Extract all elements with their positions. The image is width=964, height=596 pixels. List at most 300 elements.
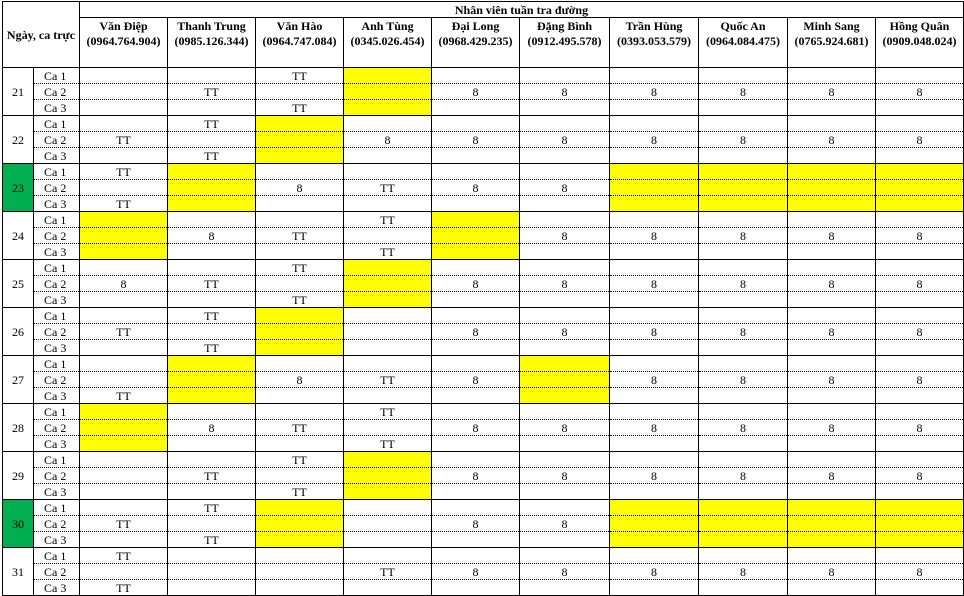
- duty-cell: [344, 84, 432, 100]
- roster-row: [3, 452, 964, 468]
- duty-cell: [610, 100, 699, 116]
- duty-cell: 8: [788, 564, 876, 580]
- duty-cell: 8: [520, 132, 610, 148]
- duty-cell: [80, 484, 168, 500]
- duty-cell: 8: [788, 276, 876, 292]
- roster-row: [3, 404, 964, 420]
- day-number: 27: [3, 356, 34, 404]
- table-title: Nhân viên tuần tra đường: [80, 2, 964, 18]
- duty-cell: [699, 196, 788, 212]
- duty-cell: [520, 148, 610, 164]
- duty-cell: 8: [610, 564, 699, 580]
- duty-cell: [876, 116, 964, 132]
- shift-label: Ca 2: [34, 564, 80, 580]
- duty-cell: 8: [520, 180, 610, 196]
- duty-cell: TT: [168, 276, 256, 292]
- staff-name: Minh Sang: [803, 19, 860, 33]
- roster-row: [3, 180, 964, 196]
- duty-cell: [432, 580, 520, 596]
- duty-cell: [168, 100, 256, 116]
- duty-cell: [432, 548, 520, 564]
- shift-label: Ca 1: [34, 212, 80, 228]
- duty-cell: [80, 308, 168, 324]
- shift-label: Ca 1: [34, 404, 80, 420]
- duty-cell: [80, 420, 168, 436]
- shift-label: Ca 1: [34, 116, 80, 132]
- duty-cell: TT: [344, 564, 432, 580]
- duty-cell: TT: [80, 164, 168, 180]
- duty-cell: TT: [344, 244, 432, 260]
- duty-cell: [610, 452, 699, 468]
- duty-cell: 8: [876, 372, 964, 388]
- duty-cell: 8: [256, 372, 344, 388]
- duty-cell: TT: [256, 228, 344, 244]
- shift-label: Ca 3: [34, 436, 80, 452]
- duty-cell: [788, 260, 876, 276]
- roster-row: [3, 340, 964, 356]
- duty-cell: [80, 260, 168, 276]
- duty-cell: 8: [520, 276, 610, 292]
- duty-cell: [432, 116, 520, 132]
- duty-cell: [699, 180, 788, 196]
- duty-cell: TT: [344, 372, 432, 388]
- duty-cell: [80, 180, 168, 196]
- staff-name: Văn Điệp: [99, 19, 148, 33]
- shift-label: Ca 2: [34, 180, 80, 196]
- duty-cell: [610, 260, 699, 276]
- duty-cell: [344, 292, 432, 308]
- duty-cell: TT: [168, 500, 256, 516]
- duty-cell: TT: [256, 420, 344, 436]
- duty-cell: [788, 180, 876, 196]
- shift-label: Ca 2: [34, 468, 80, 484]
- duty-cell: [344, 260, 432, 276]
- roster-row: [3, 356, 964, 372]
- duty-cell: [256, 356, 344, 372]
- duty-cell: [610, 308, 699, 324]
- day-number: 26: [3, 308, 34, 356]
- duty-cell: [520, 212, 610, 228]
- duty-cell: [168, 260, 256, 276]
- duty-cell: [520, 388, 610, 404]
- shift-label: Ca 3: [34, 388, 80, 404]
- staff-phone: (0964.747.084): [262, 34, 337, 48]
- duty-cell: [168, 68, 256, 84]
- duty-cell: [432, 148, 520, 164]
- duty-cell: [432, 244, 520, 260]
- duty-cell: [788, 340, 876, 356]
- duty-cell: [432, 532, 520, 548]
- duty-cell: [520, 404, 610, 420]
- duty-cell: [699, 116, 788, 132]
- duty-cell: 8: [788, 372, 876, 388]
- duty-cell: [520, 340, 610, 356]
- duty-cell: 8: [520, 468, 610, 484]
- duty-cell: [256, 500, 344, 516]
- day-number: 31: [3, 548, 34, 596]
- roster-row: [3, 212, 964, 228]
- day-number: 29: [3, 452, 34, 500]
- day-number: 30: [3, 500, 34, 548]
- duty-cell: 8: [610, 420, 699, 436]
- duty-cell: [610, 356, 699, 372]
- duty-cell: [432, 452, 520, 468]
- duty-cell: [520, 500, 610, 516]
- duty-cell: [788, 308, 876, 324]
- duty-cell: TT: [80, 324, 168, 340]
- duty-cell: [344, 228, 432, 244]
- duty-cell: TT: [168, 532, 256, 548]
- duty-cell: [256, 404, 344, 420]
- duty-cell: [699, 100, 788, 116]
- duty-cell: TT: [344, 404, 432, 420]
- shift-label: Ca 2: [34, 84, 80, 100]
- duty-cell: 8: [876, 564, 964, 580]
- duty-cell: 8: [432, 132, 520, 148]
- duty-cell: 8: [610, 228, 699, 244]
- duty-cell: [699, 484, 788, 500]
- duty-cell: [520, 548, 610, 564]
- duty-cell: [520, 244, 610, 260]
- duty-cell: [520, 580, 610, 596]
- duty-cell: TT: [168, 84, 256, 100]
- duty-cell: 8: [876, 84, 964, 100]
- duty-cell: [699, 148, 788, 164]
- duty-cell: 8: [699, 132, 788, 148]
- duty-cell: TT: [80, 388, 168, 404]
- shift-label: Ca 1: [34, 500, 80, 516]
- duty-cell: [699, 532, 788, 548]
- roster-row: [3, 500, 964, 516]
- duty-cell: [256, 468, 344, 484]
- duty-cell: [256, 388, 344, 404]
- duty-cell: [699, 356, 788, 372]
- duty-cell: [344, 516, 432, 532]
- roster-row: [3, 292, 964, 308]
- duty-cell: [876, 260, 964, 276]
- duty-cell: [788, 100, 876, 116]
- roster-row: [3, 468, 964, 484]
- shift-label: Ca 2: [34, 276, 80, 292]
- roster-row: [3, 564, 964, 580]
- duty-cell: [344, 500, 432, 516]
- duty-cell: [610, 68, 699, 84]
- duty-cell: [610, 164, 699, 180]
- duty-cell: TT: [168, 468, 256, 484]
- duty-cell: [788, 388, 876, 404]
- duty-cell: 8: [610, 84, 699, 100]
- staff-phone: (0968.429.235): [438, 34, 513, 48]
- duty-cell: [168, 452, 256, 468]
- duty-cell: [788, 436, 876, 452]
- duty-cell: 8: [788, 420, 876, 436]
- duty-cell: 8: [876, 468, 964, 484]
- staff-header: [432, 18, 520, 68]
- shift-label: Ca 3: [34, 484, 80, 500]
- duty-cell: 8: [432, 564, 520, 580]
- duty-cell: [256, 580, 344, 596]
- duty-cell: [168, 244, 256, 260]
- duty-cell: [520, 308, 610, 324]
- duty-cell: [432, 100, 520, 116]
- duty-cell: [344, 356, 432, 372]
- duty-cell: 8: [876, 228, 964, 244]
- shift-label: Ca 1: [34, 308, 80, 324]
- duty-cell: [80, 228, 168, 244]
- duty-cell: [788, 196, 876, 212]
- day-number: 22: [3, 116, 34, 164]
- duty-cell: [168, 516, 256, 532]
- duty-cell: [788, 500, 876, 516]
- duty-cell: [168, 404, 256, 420]
- shift-label: Ca 3: [34, 244, 80, 260]
- duty-cell: [432, 340, 520, 356]
- duty-cell: [432, 164, 520, 180]
- duty-cell: [610, 484, 699, 500]
- duty-cell: [876, 164, 964, 180]
- duty-cell: [256, 148, 344, 164]
- duty-cell: [432, 436, 520, 452]
- roster-row: [3, 308, 964, 324]
- duty-cell: [788, 404, 876, 420]
- duty-cell: TT: [168, 116, 256, 132]
- duty-cell: 8: [432, 420, 520, 436]
- duty-cell: [344, 148, 432, 164]
- staff-header: [610, 18, 699, 68]
- staff-header: [344, 18, 432, 68]
- duty-cell: 8: [610, 324, 699, 340]
- duty-cell: [168, 292, 256, 308]
- staff-name: Trần Hùng: [625, 19, 683, 33]
- shift-label: Ca 1: [34, 452, 80, 468]
- duty-cell: [344, 68, 432, 84]
- duty-cell: [168, 580, 256, 596]
- duty-cell: TT: [256, 260, 344, 276]
- roster-row: [3, 244, 964, 260]
- duty-cell: [168, 372, 256, 388]
- duty-cell: [256, 116, 344, 132]
- duty-cell: [344, 452, 432, 468]
- duty-cell: [699, 292, 788, 308]
- staff-header: [256, 18, 344, 68]
- duty-cell: [80, 100, 168, 116]
- duty-cell: [80, 84, 168, 100]
- duty-cell: [80, 404, 168, 420]
- day-number: 21: [3, 68, 34, 116]
- duty-cell: [168, 564, 256, 580]
- duty-cell: 8: [788, 132, 876, 148]
- duty-cell: [520, 196, 610, 212]
- duty-cell: 8: [788, 228, 876, 244]
- duty-cell: [788, 516, 876, 532]
- corner-header: Ngày, ca trực: [3, 2, 80, 68]
- roster-row: [3, 436, 964, 452]
- duty-cell: [256, 564, 344, 580]
- duty-cell: [80, 564, 168, 580]
- duty-cell: 8: [432, 180, 520, 196]
- duty-cell: TT: [256, 452, 344, 468]
- duty-cell: 8: [520, 564, 610, 580]
- roster-row: [3, 580, 964, 596]
- duty-cell: [80, 372, 168, 388]
- roster-row: [3, 388, 964, 404]
- staff-phone: (0909.048.024): [882, 34, 957, 48]
- duty-cell: [699, 212, 788, 228]
- duty-cell: [344, 420, 432, 436]
- duty-cell: [610, 404, 699, 420]
- duty-cell: 8: [432, 468, 520, 484]
- staff-phone: (0345.026.454): [350, 34, 425, 48]
- duty-cell: [699, 68, 788, 84]
- shift-label: Ca 1: [34, 164, 80, 180]
- duty-cell: TT: [256, 68, 344, 84]
- duty-cell: [699, 244, 788, 260]
- duty-cell: 8: [520, 516, 610, 532]
- duty-cell: [344, 164, 432, 180]
- duty-cell: [344, 340, 432, 356]
- staff-name: Thanh Trung: [177, 19, 246, 33]
- duty-cell: TT: [256, 292, 344, 308]
- duty-cell: [432, 484, 520, 500]
- shift-label: Ca 3: [34, 100, 80, 116]
- duty-cell: [432, 308, 520, 324]
- roster-row: [3, 228, 964, 244]
- duty-cell: [876, 580, 964, 596]
- duty-cell: [876, 340, 964, 356]
- duty-cell: [788, 212, 876, 228]
- duty-cell: [699, 516, 788, 532]
- duty-cell: [610, 436, 699, 452]
- duty-cell: [876, 180, 964, 196]
- roster-row: [3, 516, 964, 532]
- duty-cell: [520, 260, 610, 276]
- duty-cell: [344, 548, 432, 564]
- roster-row: [3, 372, 964, 388]
- duty-cell: [520, 532, 610, 548]
- duty-cell: [168, 212, 256, 228]
- duty-cell: 8: [610, 276, 699, 292]
- roster-row: [3, 148, 964, 164]
- duty-cell: [699, 308, 788, 324]
- shift-label: Ca 1: [34, 548, 80, 564]
- duty-cell: [610, 340, 699, 356]
- duty-cell: 8: [876, 132, 964, 148]
- duty-cell: 8: [80, 276, 168, 292]
- duty-cell: [168, 164, 256, 180]
- duty-cell: TT: [344, 180, 432, 196]
- duty-cell: [788, 580, 876, 596]
- duty-cell: [699, 164, 788, 180]
- staff-phone: (0985.126.344): [174, 34, 249, 48]
- duty-cell: [520, 292, 610, 308]
- shift-label: Ca 2: [34, 228, 80, 244]
- duty-cell: [876, 436, 964, 452]
- duty-cell: TT: [80, 516, 168, 532]
- duty-cell: [432, 500, 520, 516]
- staff-phone: (0912.495.578): [527, 34, 602, 48]
- duty-cell: TT: [80, 196, 168, 212]
- duty-cell: [432, 404, 520, 420]
- roster-row: [3, 116, 964, 132]
- staff-phone: (0964.084.475): [706, 34, 780, 48]
- staff-phone: (0765.924.681): [794, 34, 869, 48]
- duty-cell: [876, 148, 964, 164]
- shift-label: Ca 3: [34, 148, 80, 164]
- shift-label: Ca 2: [34, 132, 80, 148]
- duty-cell: [876, 244, 964, 260]
- duty-cell: [788, 148, 876, 164]
- duty-cell: [876, 500, 964, 516]
- roster-row: [3, 100, 964, 116]
- shift-label: Ca 3: [34, 196, 80, 212]
- duty-cell: [256, 132, 344, 148]
- duty-cell: [876, 196, 964, 212]
- duty-cell: 8: [432, 276, 520, 292]
- duty-cell: [788, 484, 876, 500]
- duty-cell: [610, 244, 699, 260]
- staff-name: Đại Long: [451, 19, 500, 33]
- duty-cell: [788, 164, 876, 180]
- staff-name: Anh Tùng: [361, 19, 414, 33]
- duty-cell: [80, 116, 168, 132]
- duty-cell: [788, 532, 876, 548]
- duty-cell: [876, 388, 964, 404]
- duty-cell: 8: [610, 468, 699, 484]
- day-number: 28: [3, 404, 34, 452]
- duty-cell: [520, 116, 610, 132]
- roster-row: [3, 132, 964, 148]
- duty-cell: [168, 356, 256, 372]
- duty-cell: [432, 356, 520, 372]
- staff-header: [699, 18, 788, 68]
- duty-cell: [520, 164, 610, 180]
- duty-cell: [168, 324, 256, 340]
- duty-cell: 8: [699, 420, 788, 436]
- duty-cell: 8: [699, 372, 788, 388]
- shift-label: Ca 1: [34, 356, 80, 372]
- duty-cell: [610, 292, 699, 308]
- duty-cell: [788, 292, 876, 308]
- duty-cell: 8: [610, 132, 699, 148]
- duty-cell: TT: [80, 548, 168, 564]
- day-number: 25: [3, 260, 34, 308]
- duty-cell: [876, 484, 964, 500]
- roster-row: [3, 420, 964, 436]
- duty-cell: TT: [168, 340, 256, 356]
- roster-row: [3, 164, 964, 180]
- duty-cell: [344, 308, 432, 324]
- duty-cell: [699, 436, 788, 452]
- duty-cell: 8: [520, 420, 610, 436]
- duty-cell: 8: [699, 84, 788, 100]
- duty-cell: [610, 580, 699, 596]
- duty-cell: [344, 580, 432, 596]
- duty-cell: [432, 292, 520, 308]
- duty-cell: [876, 516, 964, 532]
- duty-cell: [80, 340, 168, 356]
- duty-cell: 8: [432, 324, 520, 340]
- shift-label: Ca 2: [34, 324, 80, 340]
- duty-cell: [80, 468, 168, 484]
- duty-cell: 8: [876, 324, 964, 340]
- duty-cell: [788, 548, 876, 564]
- duty-cell: 8: [699, 276, 788, 292]
- shift-label: Ca 1: [34, 260, 80, 276]
- duty-cell: [256, 164, 344, 180]
- duty-cell: [610, 212, 699, 228]
- duty-cell: [610, 516, 699, 532]
- duty-cell: [876, 452, 964, 468]
